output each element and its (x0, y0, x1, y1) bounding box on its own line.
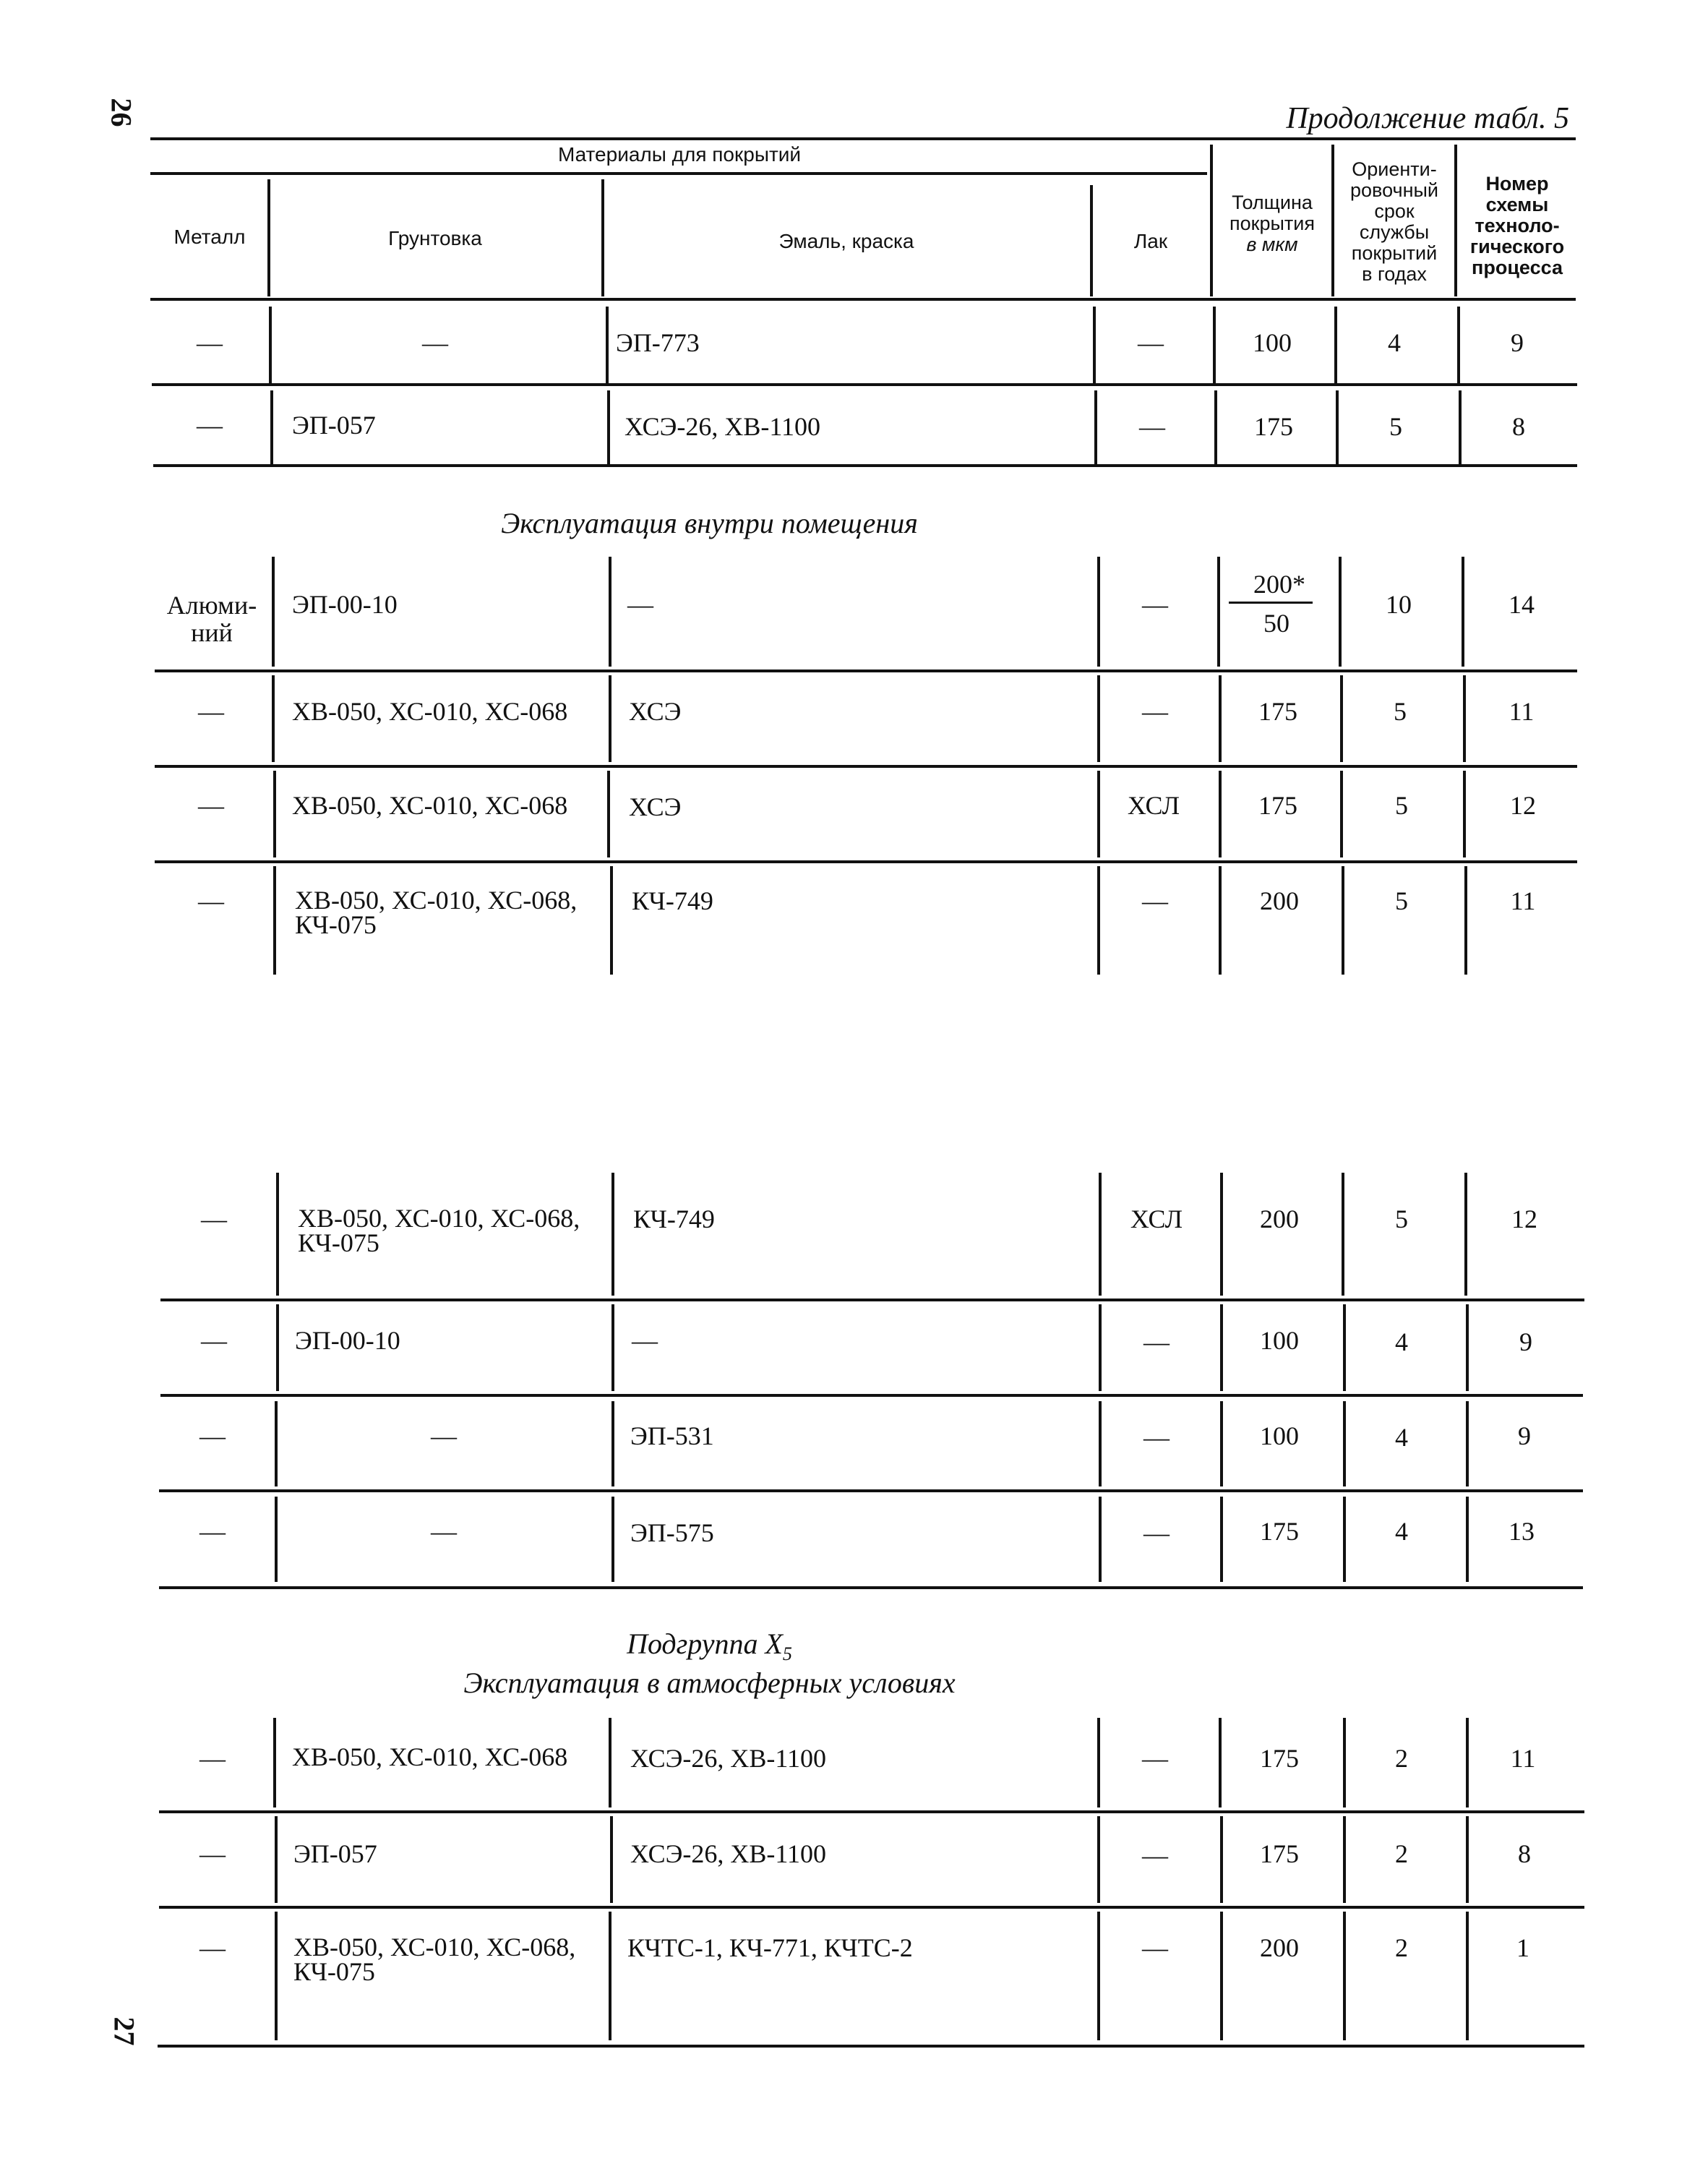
row-divider (1343, 1718, 1346, 1808)
row-divider (1220, 1497, 1223, 1582)
row-divider (1466, 1497, 1469, 1582)
row-divider (610, 1816, 613, 1903)
row-rule (152, 383, 1577, 386)
cell-metal: — (199, 1744, 226, 1773)
cell-metal: — (201, 1326, 227, 1355)
row-divider (609, 1912, 611, 2040)
cell-primer: ЭП-00-10 (292, 590, 398, 619)
header-divider (601, 179, 604, 296)
row-divider (1097, 866, 1100, 975)
row-divider (610, 866, 613, 975)
cell-primer: ЭП-057 (292, 411, 376, 440)
row-rule (160, 1299, 1584, 1301)
header-service-life: Ориенти- ровочный срок службы покрытий в годах (1350, 158, 1438, 285)
row-divider (1343, 1816, 1346, 1903)
cell-process: 11 (1509, 697, 1535, 726)
cell-varnish: — (1143, 1518, 1170, 1547)
cell-life: 10 (1386, 590, 1412, 619)
row-rule (159, 1586, 1583, 1589)
cell-primer: ХВ-050, ХС-010, ХС-068, КЧ-075 (295, 886, 578, 939)
cell-life: 4 (1388, 328, 1401, 357)
row-rule (159, 1810, 1584, 1813)
header-primer: Грунтовка (388, 227, 482, 249)
header-divider (1454, 145, 1457, 296)
row-divider (1463, 675, 1466, 762)
row-divider (1343, 1912, 1346, 2040)
cell-enamel: КЧТС-1, КЧ-771, КЧТС-2 (627, 1933, 913, 1962)
cell-life: 5 (1395, 1205, 1408, 1233)
cell-thickness: 200 (1260, 886, 1299, 915)
row-divider (1097, 557, 1100, 667)
cell-metal: Алюми- ний (166, 591, 257, 647)
cell-varnish: — (1139, 412, 1165, 441)
cell-varnish: — (1142, 590, 1168, 619)
cell-primer: — (431, 1517, 457, 1546)
cell-life: 2 (1395, 1839, 1408, 1868)
row-divider (273, 771, 276, 857)
cell-thickness: 175 (1260, 1744, 1299, 1773)
row-divider (611, 1401, 614, 1486)
row-divider (276, 1173, 279, 1296)
page-number-top: 26 (105, 98, 138, 127)
cell-thickness-top: 200* (1253, 570, 1305, 599)
row-divider (1097, 771, 1100, 857)
cell-varnish: — (1143, 1423, 1170, 1452)
cell-process: 8 (1518, 1839, 1531, 1868)
row-divider (611, 1304, 614, 1391)
cell-thickness: 100 (1253, 328, 1292, 357)
row-divider (1219, 1718, 1222, 1808)
header-bottom-rule (150, 298, 1576, 301)
cell-primer: ЭП-00-10 (295, 1326, 400, 1355)
cell-varnish: — (1142, 697, 1168, 726)
row-divider (609, 675, 611, 762)
cell-primer: ХВ-050, ХС-010, ХС-068, КЧ-075 (298, 1204, 580, 1257)
row-divider (1097, 675, 1100, 762)
cell-varnish: — (1142, 886, 1168, 915)
cell-process: 14 (1509, 590, 1535, 619)
header-divider (267, 179, 270, 296)
row-divider (1459, 390, 1462, 464)
header-divider (1331, 145, 1334, 296)
header-process: Номер схемы техноло- гического процесса (1469, 173, 1565, 278)
row-divider (1342, 866, 1344, 975)
row-divider (1343, 1401, 1346, 1486)
cell-enamel: ХСЭ (629, 792, 682, 821)
row-divider (609, 557, 611, 667)
header-divider (1210, 145, 1213, 296)
header-materials-rule (150, 172, 1207, 175)
row-divider (275, 1401, 278, 1486)
row-divider (1213, 307, 1216, 383)
cell-life: 4 (1395, 1423, 1408, 1452)
cell-process: 1 (1516, 1933, 1529, 1962)
header-thickness: Толщина покрытия в мкм (1229, 192, 1315, 255)
row-divider (275, 1497, 278, 1582)
page-number-bottom: 27 (108, 2016, 141, 2046)
cell-life: 2 (1395, 1744, 1408, 1773)
cell-enamel: ХСЭ-26, ХВ-1100 (625, 412, 821, 441)
row-rule (153, 464, 1577, 467)
row-divider (1457, 307, 1460, 383)
cell-primer: ХВ-050, ХС-010, ХС-068 (292, 697, 568, 726)
row-divider (606, 307, 609, 383)
cell-life: 2 (1395, 1933, 1408, 1962)
row-rule (155, 765, 1577, 768)
row-divider (275, 1912, 278, 2040)
cell-primer: ХВ-050, ХС-010, ХС-068, КЧ-075 (293, 1933, 576, 1986)
cell-varnish: ХСЛ (1127, 791, 1180, 820)
cell-metal: — (199, 1421, 226, 1450)
cell-varnish: ХСЛ (1130, 1205, 1183, 1233)
row-divider (1463, 771, 1466, 857)
cell-metal: — (201, 1205, 227, 1233)
row-divider (270, 390, 273, 464)
row-divider (1219, 866, 1222, 975)
row-divider (1093, 307, 1096, 383)
row-divider (611, 1497, 614, 1582)
row-divider (609, 1718, 611, 1808)
row-divider (607, 771, 610, 857)
row-divider (1220, 1173, 1223, 1296)
cell-thickness: 100 (1260, 1326, 1299, 1355)
cell-enamel: ЭП-773 (616, 328, 700, 357)
cell-varnish: — (1142, 1933, 1168, 1962)
row-divider (1094, 390, 1097, 464)
cell-process: 8 (1512, 412, 1525, 441)
cell-metal: — (199, 1933, 226, 1962)
section-title-subgroup: Подгруппа $X_5$ (627, 1627, 792, 1664)
cell-metal: — (197, 411, 223, 440)
header-materials: Материалы для покрытий (557, 143, 802, 166)
row-rule (159, 1489, 1583, 1492)
cell-life: 4 (1395, 1327, 1408, 1356)
row-divider (1334, 307, 1337, 383)
row-divider (1220, 1816, 1223, 1903)
cell-metal: — (199, 1839, 226, 1868)
thickness-fraction-line (1229, 602, 1313, 604)
header-divider (1090, 185, 1093, 296)
cell-varnish: — (1142, 1841, 1168, 1870)
cell-thickness: 175 (1260, 1517, 1299, 1546)
cell-process: 11 (1510, 886, 1536, 915)
cell-process: 12 (1510, 791, 1536, 820)
row-divider (1219, 675, 1222, 762)
cell-process: 9 (1518, 1421, 1531, 1450)
row-divider (1097, 1816, 1100, 1903)
cell-primer: — (431, 1421, 457, 1450)
cell-metal: — (198, 886, 224, 915)
header-varnish: Лак (1133, 230, 1168, 252)
cell-thickness: 175 (1258, 791, 1297, 820)
row-divider (1342, 1173, 1344, 1296)
cell-process: 9 (1511, 328, 1524, 357)
row-divider (272, 675, 275, 762)
cell-enamel: — (627, 590, 653, 619)
row-divider (1214, 390, 1217, 464)
row-divider (272, 557, 275, 667)
row-divider (1097, 1912, 1100, 2040)
row-divider (1466, 1816, 1469, 1903)
row-divider (273, 1718, 276, 1808)
cell-varnish: — (1143, 1327, 1170, 1356)
row-divider (269, 307, 272, 383)
cell-thickness: 175 (1260, 1839, 1299, 1868)
cell-metal: — (199, 1517, 226, 1546)
cell-enamel: ХСЭ-26, ХВ-1100 (630, 1839, 827, 1868)
row-divider (1339, 557, 1342, 667)
row-divider (1099, 1173, 1102, 1296)
cell-enamel: ХСЭ (629, 697, 682, 726)
row-divider (1097, 1718, 1100, 1808)
row-divider (1464, 866, 1467, 975)
row-divider (1464, 1173, 1467, 1296)
header-top-rule (150, 137, 1576, 140)
cell-life: 5 (1389, 412, 1402, 441)
cell-primer: ХВ-050, ХС-010, ХС-068 (292, 791, 568, 820)
row-divider (1343, 1304, 1346, 1391)
row-divider (1462, 557, 1464, 667)
cell-enamel: ЭП-575 (630, 1518, 714, 1547)
cell-life: 5 (1395, 791, 1408, 820)
cell-enamel: — (632, 1326, 658, 1355)
row-divider (1220, 1304, 1223, 1391)
row-divider (1099, 1304, 1102, 1391)
row-divider (1466, 1401, 1469, 1486)
cell-process: 11 (1510, 1744, 1536, 1773)
cell-thickness: 200 (1260, 1205, 1299, 1233)
row-divider (1466, 1718, 1469, 1808)
row-divider (276, 1304, 279, 1391)
row-divider (1466, 1912, 1469, 2040)
row-divider (1217, 557, 1220, 667)
cell-primer: ХВ-050, ХС-010, ХС-068 (292, 1742, 568, 1771)
cell-thickness: 200 (1260, 1933, 1299, 1962)
cell-process: 12 (1511, 1205, 1537, 1233)
row-divider (1340, 675, 1343, 762)
cell-primer: ЭП-057 (293, 1839, 377, 1868)
cell-process: 13 (1509, 1517, 1535, 1546)
cell-life: 5 (1395, 886, 1408, 915)
row-divider (275, 1816, 278, 1903)
cell-enamel: КЧ-749 (632, 886, 713, 915)
row-divider (1099, 1497, 1102, 1582)
cell-metal: — (198, 697, 224, 726)
row-divider (1220, 1912, 1223, 2040)
table-bottom-rule (158, 2045, 1584, 2048)
cell-life: 5 (1394, 697, 1407, 726)
row-divider (607, 390, 610, 464)
cell-metal: — (197, 328, 223, 357)
section-title-outdoor: Эксплуатация в атмосферных условиях (463, 1667, 956, 1699)
cell-thickness: 175 (1254, 412, 1293, 441)
row-divider (1336, 390, 1339, 464)
header-enamel: Эмаль, краска (778, 230, 914, 252)
row-divider (1343, 1497, 1346, 1582)
cell-life: 4 (1395, 1517, 1408, 1546)
cell-process: 9 (1519, 1327, 1532, 1356)
row-divider (1219, 771, 1222, 857)
row-rule (155, 669, 1577, 672)
cell-primer: — (422, 328, 448, 357)
row-rule (159, 1906, 1584, 1909)
cell-enamel: ХСЭ-26, ХВ-1100 (630, 1744, 827, 1773)
cell-varnish: — (1142, 1744, 1168, 1773)
row-divider (1466, 1304, 1469, 1391)
section-title-indoor: Эксплуатация внутри помещения (501, 507, 918, 539)
row-divider (273, 866, 276, 975)
cell-thickness: 175 (1258, 697, 1297, 726)
cell-thickness: 100 (1260, 1421, 1299, 1450)
cell-enamel: ЭП-531 (630, 1421, 714, 1450)
row-divider (611, 1173, 614, 1296)
cell-thickness-bottom: 50 (1263, 609, 1289, 638)
row-divider (1340, 771, 1343, 857)
cell-metal: — (198, 791, 224, 820)
row-rule (155, 860, 1577, 863)
row-divider (1099, 1401, 1102, 1486)
row-rule (160, 1394, 1583, 1397)
row-divider (1220, 1401, 1223, 1486)
table-continuation-caption: Продолжение табл. 5 (1286, 102, 1569, 135)
cell-varnish: — (1138, 328, 1164, 357)
header-metal: Металл (173, 226, 246, 248)
cell-enamel: КЧ-749 (633, 1205, 715, 1233)
